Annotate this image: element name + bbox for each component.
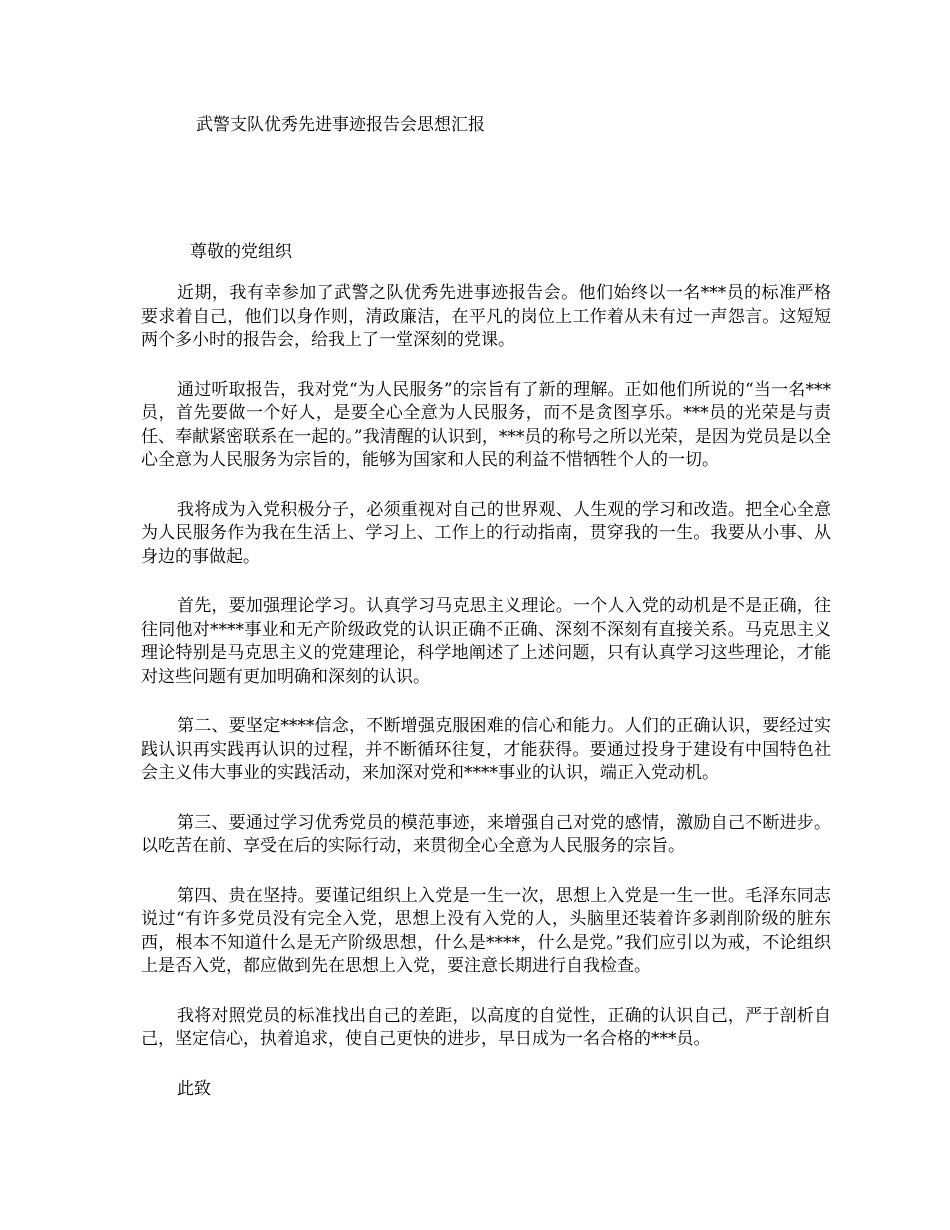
closing: 此致	[177, 1078, 211, 1099]
paragraph-6: 第三、要通过学习优秀党员的模范事迹，来增强自己对党的感情，激励自己不断进步。以吃苦在前、享受在后的实际行动，来贯彻全心全意为人民服务的宗旨。	[141, 812, 831, 856]
document-title: 武警支队优秀先进事迹报告会思想汇报	[196, 115, 485, 135]
paragraph-5: 第二、要坚定****信念，不断增强克服困难的信心和能力。人们的正确认识，要经过实践认识再实践再认识的过程，并不断循环往复，才能获得。要通过投身于建设有中国特色社会主义伟大事业的实践活动，来加深对党和****事业的认识，端正入党动机。	[141, 716, 831, 783]
paragraph-8: 我将对照党员的标准找出自己的差距，以高度的自觉性，正确的认识自己，严于剖析自己，坚定信心，执着追求，使自己更快的进步，早日成为一名合格的***员。	[141, 1005, 831, 1049]
paragraph-1: 近期，我有幸参加了武警之队优秀先进事迹报告会。他们始终以一名***员的标准严格要求着自己，他们以身作则，清政廉洁，在平凡的岗位上工作着从未有过一声怨言。这短短两个多小时的报告会，给我上了一堂深刻的党课。	[141, 283, 831, 350]
document-body	[141, 282, 831, 1101]
paragraph-7: 第四、贵在坚持。要谨记组织上入党是一生一次，思想上入党是一生一世。毛泽东同志说过“有许多党员没有完全入党，思想上没有入党的人，头脑里还装着许多剥削阶级的脏东西，根本不知道什么是无产阶级思想，什么是****，什么是党。”我们应引以为戒，不论组织上是否入党，都应做到先在思想上入党，要注意长期进行自我检查。	[141, 885, 831, 976]
paragraph-4: 首先，要加强理论学习。认真学习马克思主义理论。一个人入党的动机是不是正确，往往同他对****事业和无产阶级政党的认识正确不正确、深刻不深刻有直接关系。马克思主义理论特别是马克思主义的党建理论，科学地阐述了上述问题，只有认真学习这些理论，才能对这些问题有更加明确和深刻的认识。	[141, 596, 831, 687]
paragraph-2: 通过听取报告，我对党“为人民服务”的宗旨有了新的理解。正如他们所说的“当一名***员，首先要做一个好人，是要全心全意为人民服务，而不是贪图享乐。***员的光荣是与责任、奉献紧密联系在一起的。”我清醒的认识到，***员的称号之所以光荣，是因为党员是以全心全意为人民服务为宗旨的，能够为国家和人民的利益不惜牺牲个人的一切。	[141, 379, 831, 470]
salutation: 尊敬的党组织	[190, 242, 292, 262]
paragraph-3: 我将成为入党积极分子，必须重视对自己的世界观、人生观的学习和改造。把全心全意为人民服务作为我在生活上、学习上、工作上的行动指南，贯穿我的一生。我要从小事、从身边的事做起。	[141, 499, 831, 567]
